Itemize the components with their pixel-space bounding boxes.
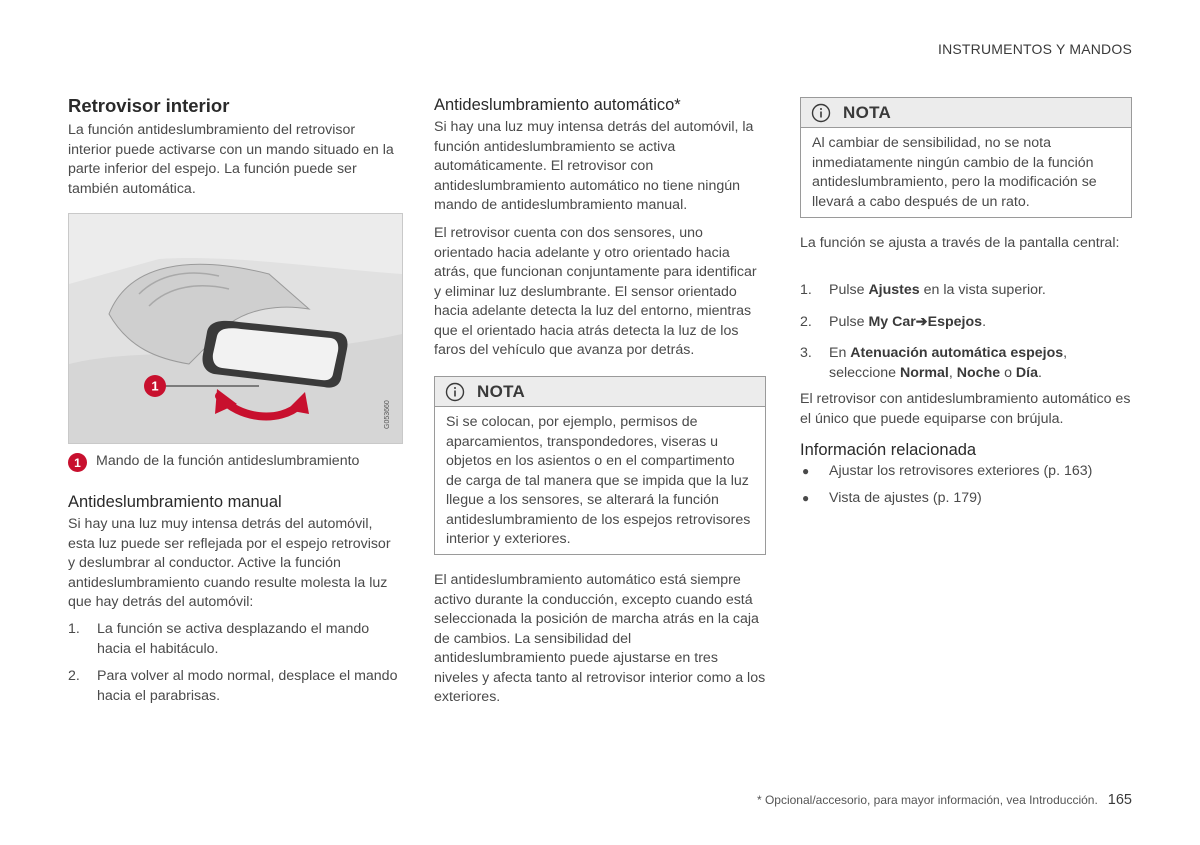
page-footer [757, 792, 1132, 808]
caption-text: Mando de la función antideslumbramiento [96, 453, 360, 469]
note-box-sensors [434, 376, 766, 555]
page-title: Retrovisor interior [68, 95, 230, 116]
manual-steps [68, 620, 398, 714]
note-label: NOTA [477, 381, 526, 401]
auto-paragraph-1: Si hay una luz muy intensa detrás del automóvil, la función antideslumbramiento se activa automáticamente. El retrovisor con antideslumbramiento automático no tiene ningún mando de antideslumbramiento manual. [434, 119, 754, 213]
note-header [435, 377, 765, 407]
compass-paragraph: El retrovisor con antideslumbramiento automático es el único que puede equiparse con brújula. [800, 391, 1131, 427]
manual-heading: Antideslumbramiento manual [68, 493, 282, 511]
note-box-sensitivity [800, 97, 1132, 218]
caption-badge: 1 [68, 453, 87, 472]
settings-step: 3. En Atenuación automática espejos, seleccione Normal, Noche o Día. [800, 345, 1068, 381]
auto-paragraph-2: El retrovisor cuenta con dos sensores, uno orientado hacia adelante y otro orientado hacia atrás, que funcionan conjuntamente para identificar y eliminar luz deslumbrante. El sensor orientado hacia adelante detecta la luz del entorno, mientras que el orientado hacia atrás detecta la luz de los faros del vehículo que avanza por detrás. [434, 225, 757, 358]
settings-intro: La función se ajusta a través de la pantalla central: [800, 235, 1120, 251]
note-label: NOTA [843, 102, 892, 122]
settings-steps [800, 281, 1132, 391]
settings-step: 2. Pulse My Car➔Espejos. [800, 313, 987, 330]
bullet-icon: ● [802, 490, 810, 505]
footnote: * Opcional/accesorio, para mayor información, vea Introducción. [756, 793, 1098, 807]
related-list [800, 462, 1132, 515]
manual-body: Si hay una luz muy intensa detrás del automóvil, esta luz puede ser reflejada por el espejo retrovisor y deslumbrar al conductor. Active la función antideslumbramiento cuando resulte molesta la luz que hay detrás del automóvil: [68, 516, 391, 610]
mirror-illustration [68, 213, 403, 444]
arrow-icon: ➔ [915, 313, 928, 330]
note-text: Al cambiar de sensibilidad, no se nota inmediatamente ningún cambio de la función antideslumbramiento, pero la modificación se llevará a cabo después de un rato. [812, 135, 1097, 210]
bullet-icon: ● [802, 464, 810, 478]
related-link[interactable]: ● Ajustar los retrovisores exteriores (p. 163) [800, 462, 1132, 482]
figure-callout-number: 1 [151, 378, 159, 394]
auto-paragraph-3: El antideslumbramiento automático está siempre activo durante la conducción, excepto cuando está seleccionada la posición de marcha atrás en la caja de cambios. La sensibilidad del antideslumbramiento puede ajustarse en tres niveles y afecta tanto al retrovisor interior como a los exteriores. [434, 572, 766, 705]
related-heading: Información relacionada [800, 441, 977, 459]
info-icon [445, 382, 465, 402]
mirror-drawing [69, 214, 402, 443]
figure-code: G053660 [384, 400, 391, 429]
note-header [801, 98, 1131, 128]
auto-heading: Antideslumbramiento automático* [434, 96, 681, 114]
manual-step: 1. La función se activa desplazando el mando hacia el habitáculo. [68, 621, 370, 657]
settings-step: 1. Pulse Ajustes en la vista superior. [800, 282, 1046, 298]
figure-caption [68, 452, 398, 472]
note-text: Si se colocan, por ejemplo, permisos de aparcamientos, transpondedores, viseras u objetos en los asientos o en el compartimento de carga de tal manera que se impida que la luz llegue a los sensores, se alterará la función antideslumbramiento de los espejos retrovisores interior y exteriores. [446, 414, 751, 547]
intro-paragraph: La función antideslumbramiento del retrovisor interior puede activarse con un mando situado en la parte inferior del espejo. La función puede ser también automática. [68, 122, 394, 197]
manual-step: 2. Para volver al modo normal, desplace el mando hacia el parabrisas. [68, 668, 398, 704]
info-icon [811, 103, 831, 123]
page-number: 165 [1107, 792, 1132, 808]
related-link[interactable]: ● Vista de ajustes (p. 179) [800, 489, 1132, 509]
section-header: INSTRUMENTOS Y MANDOS [937, 41, 1132, 57]
